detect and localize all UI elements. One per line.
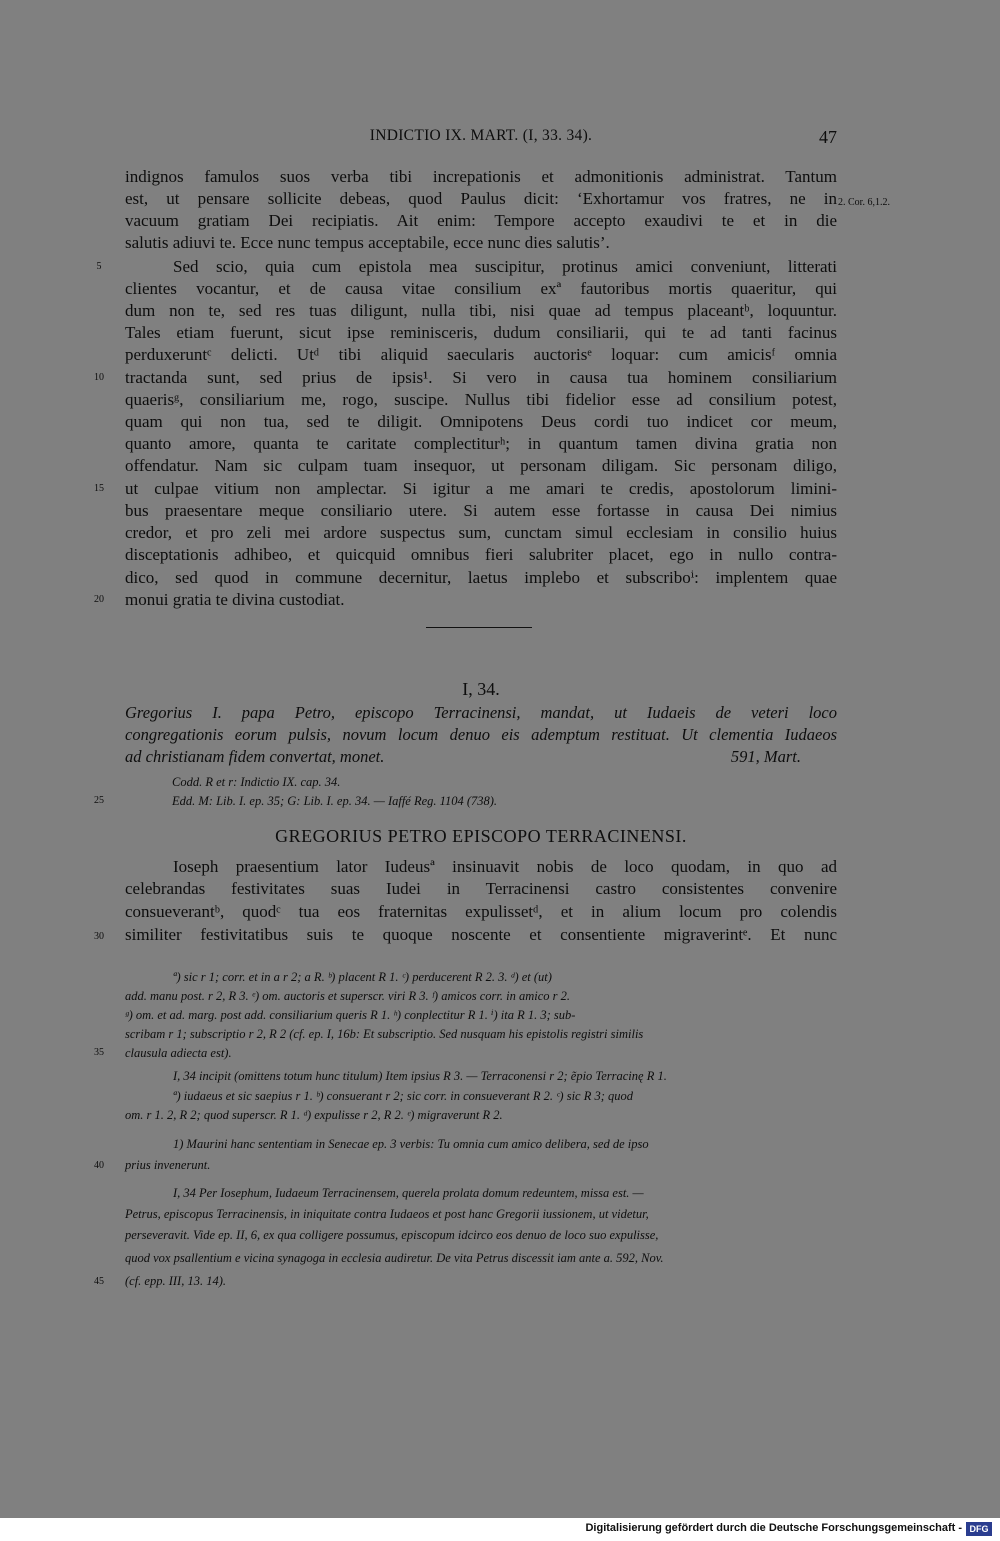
body-line: tractanda sunt, sed prius de ipsis¹. Si vero in causa tua hominem consiliarium [125,368,837,387]
regest-line: Gregorius I. papa Petro, episcopo Terracinensi, mandat, ut Iudaeis de veteri loco [125,703,837,722]
dfg-logo: DFG [966,1522,992,1536]
line-number: 20 [94,594,104,605]
footnote-line: I, 34 incipit (omittens totum hunc titulum) Item ipsius R 3. — Terraconensi r 2; ẽpio Terracinę R 1. [173,1069,667,1083]
sigla-line: Edd. M: Lib. I. ep. 35; G: Lib. I. ep. 34. — Iaffé Reg. 1104 (738). [172,794,498,808]
body-line: disceptationis adhibeo, et quicquid omnibus fieri salubriter placet, ego in nullo contra- [125,545,837,564]
line-number: 30 [94,931,104,942]
letter-line: similiter festivitatibus suis te quoque noscente et consentiente migraverintᵉ. Et nunc [125,925,837,944]
body-line: salutis adiuvi te. Ecce nunc tempus acceptabile, ecce nunc dies salutis’. [125,233,610,252]
funding-note: Digitalisierung gefördert durch die Deutsche Forschungsgemeinschaft - [585,1522,962,1534]
footnote-line: (cf. epp. III, 13. 14). [125,1274,227,1288]
line-number: 25 [94,795,104,806]
footnote-line: ª) sic r 1; corr. et in a r 2; a R. ᵇ) placent R 1. ᶜ) perducerent R 2. 3. ᵈ) et (ut) [173,970,552,984]
sigla-line: Codd. R et r: Indictio IX. cap. 34. [172,775,341,789]
margin-reference: 2. Cor. 6,1.2. [838,197,890,208]
footnote-line: add. manu post. r 2, R 3. ᵉ) om. auctoris et superscr. viri R 3. ᶠ) amicos corr. in amico r 2. [125,989,571,1003]
letter-address: GREGORIUS PETRO EPISCOPO TERRACINENSI. [275,826,687,846]
line-number: 15 [94,483,104,494]
body-line: monui gratia te divina custodiat. [125,590,345,609]
regest-line [125,746,837,768]
footnote-line: scribam r 1; subscriptio r 2, R 2 (cf. ep. I, 16b: Et subscriptio. Sed nusquam his epistolis registri similis [125,1027,644,1041]
footnote-line: clausula adiecta est). [125,1046,232,1060]
letter-line: Ioseph praesentium lator Iudeusª insinuavit nobis de loco quodam, in quo ad [173,857,837,876]
footnote-line: om. r 1. 2, R 2; quod superscr. R 1. ᵈ) expulisse r 2, R 2. ᵉ) migraverunt R 2. [125,1108,503,1122]
body-line: Tales etiam fuerunt, sicut ipse reminisceris, dudum consiliarii, qui te ad tanti facinus [125,323,837,342]
footnote-line: Petrus, episcopus Terracinensis, in iniquitate contra Iudaeos et post hanc Gregorii iussionem, ut videtur, [125,1207,649,1221]
body-line: indignos famulos suos verba tibi increpationis et admonitionis administrat. Tantum [125,167,837,186]
body-line: perduxeruntᶜ delicti. Utᵈ tibi aliquid saecularis auctorisᵉ loquar: cum amicisᶠ omnia [125,345,837,364]
footnote-line: ª) iudaeus et sic saepius r 1. ᵇ) consuerant r 2; sic corr. in consueverant R 2. ᶜ) sic R 3; quod [173,1089,634,1103]
body-line: clientes vocantur, et de causa vitae consilium exª fautoribus mortis quaeritur, qui [125,279,837,298]
running-title: INDICTIO IX. MART. (I, 33. 34). [369,127,593,144]
line-number: 40 [94,1160,104,1171]
letter-line: celebrandas festivitates suas Iudei in Terracinensi castro consistentes convenire [125,879,837,898]
footnote-line: I, 34 Per Iosephum, Iudaeum Terracinensem, querela prolata domum redeuntem, missa est. — [173,1186,644,1200]
body-line: credor, et pro zeli mei ardore suspectus sum, cunctam simul ecclesiam in consilio huius [125,523,837,542]
footnote-line: ᵍ) om. et ad. marg. post add. consiliarium queris R 1. ʰ) conplectitur R 1. ⁱ) ita R 1. 3; sub- [125,1008,576,1022]
line-number: 10 [94,372,104,383]
body-line: est, ut pensare sollicite debeas, quod Paulus dicit: ‘Exhortamur vos fratres, ne in [125,189,837,208]
line-number: 45 [94,1276,104,1287]
body-line: quaerisᵍ, consiliarium me, rogo, suscipe. Nullus tibi fidelior esse ad consilium potest, [125,390,837,409]
body-line: Sed scio, quia cum epistola mea suscipitur, protinus amici conveniunt, litterati [173,257,837,276]
footnote-line: quod vox psallentium e vicina synagoga in ecclesia audiretur. De vita Petrus discessit iam ante a. 592, Nov. [125,1251,664,1265]
body-line: bus praesentare meque consiliario utere. Si autem esse fortasse in causa Dei nimius [125,501,837,520]
running-head [125,127,837,151]
footnote-line: 1) Maurini hanc sententiam in Senecae ep. 3 verbis: Tu omnia cum amico delibera, sed de ipso [173,1137,649,1151]
line-number: 5 [96,261,102,272]
letter-line: consueverantᵇ, quodᶜ tua eos fraternitas expulissetᵈ, et in alium locum pro colendis [125,902,837,921]
regest-line: congregationis eorum pulsis, novum locum denuo eis ademptum restituat. Ut clementia Iudaeos [125,725,837,744]
body-line: ut culpae vitium non amplectar. Si igitur a me amari te credis, apostolorum limini- [125,479,837,498]
body-line: dico, sed quod in commune decernitur, laetus implebo et subscriboⁱ: implentem quae [125,568,837,587]
regest-date: 591, Mart. [730,747,801,766]
body-line: dum non te, sed res tuas diligunt, nulla tibi, nisi quae ad tempus placeantᵇ, loquuntur. [125,301,837,320]
page-number: 47 [819,127,837,147]
body-line: quanto amore, quanta te caritate complectiturʰ; in quantum tamen divina gratia non [125,434,837,453]
body-line: offendatur. Nam sic culpam tuam insequor, ut personam diligam. Sic personam diligo, [125,456,837,475]
document-number: I, 34. [462,679,500,699]
body-line: quam qui non tua, sed te diligit. Omnipotens Deus cordi tuo indicet cor meum, [125,412,837,431]
footnote-line: perseveravit. Vide ep. II, 6, ex qua colligere possumus, episcopum idcirco eos denuo de loco suo expulisse, [125,1228,659,1242]
footnote-line: prius invenerunt. [125,1158,211,1172]
body-line: vacuum gratiam Dei recipiatis. Ait enim: Tempore accepto exaudivi te et in die [125,211,837,230]
regest-text: ad christianam fidem convertat, monet. [125,747,385,766]
funding-footer-bar [0,1518,1000,1541]
line-number: 35 [94,1047,104,1058]
section-divider [426,627,532,628]
